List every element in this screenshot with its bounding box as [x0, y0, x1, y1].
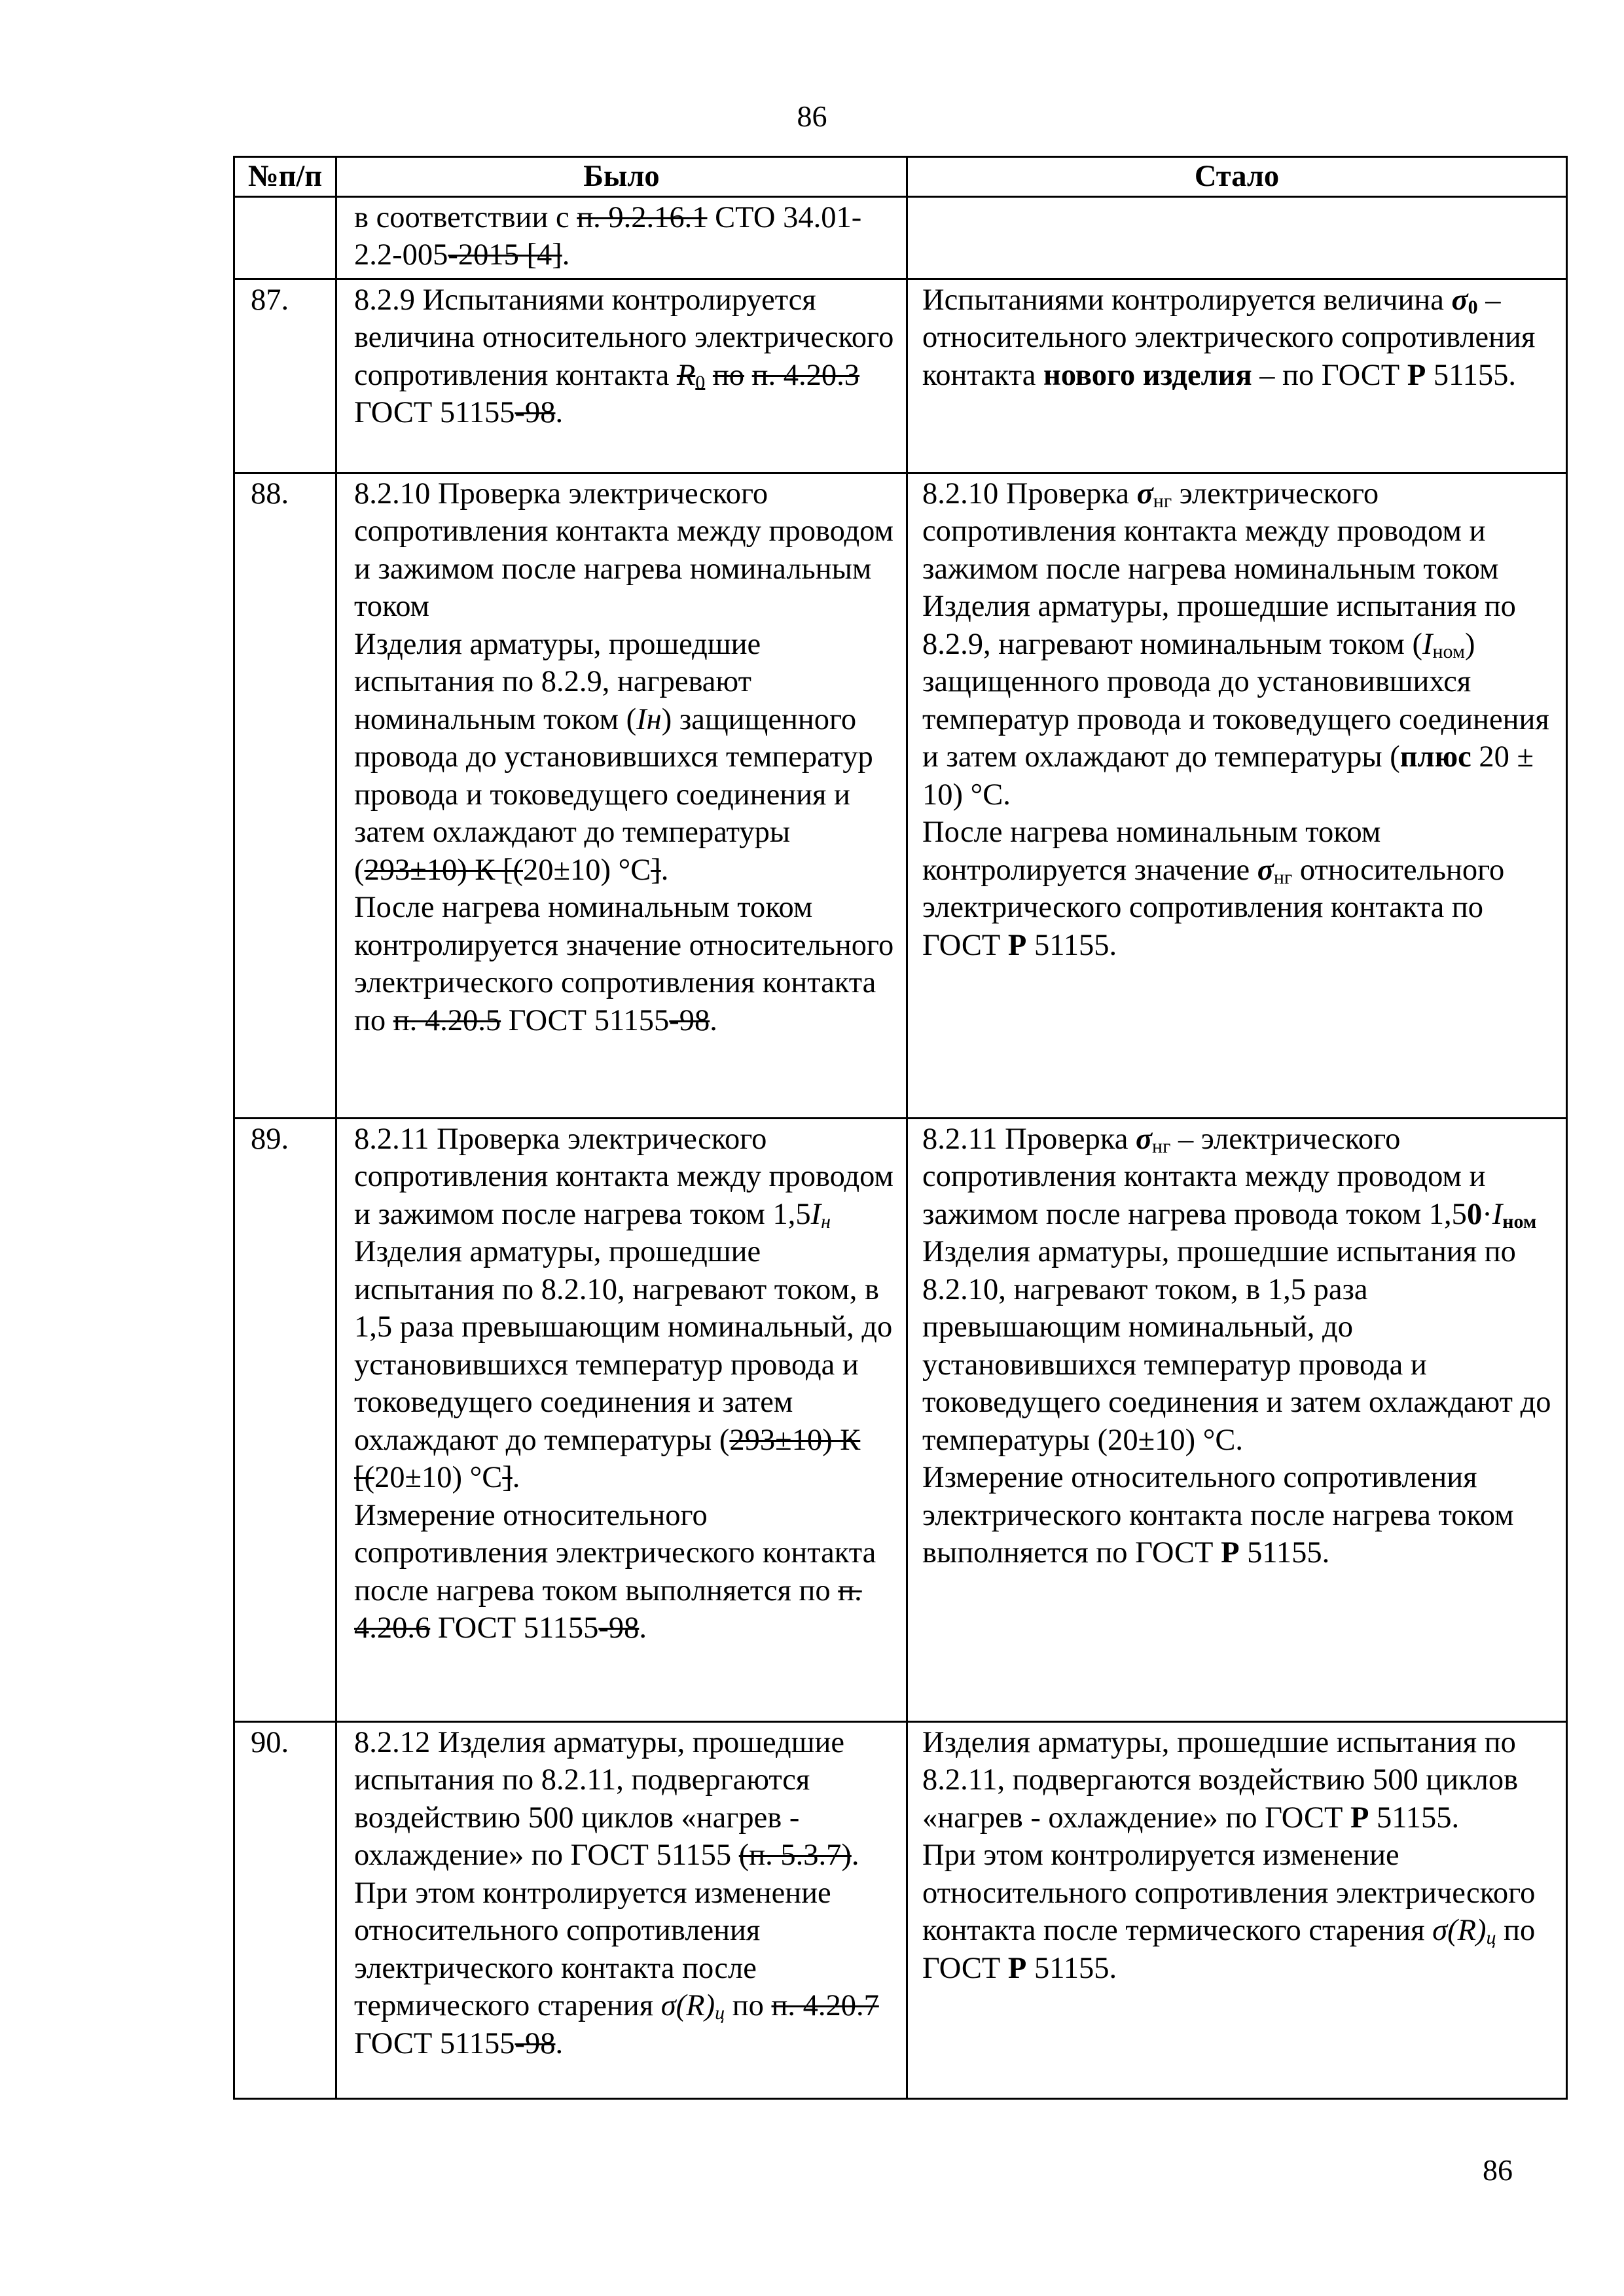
table-row — [234, 1118, 1567, 1721]
row-new-text: 8.2.11 Проверка $\sigma_{нг}$ – электрического сопротивления контакта между проводом и зажимом после нагрева провода током $1,50\cdot I_{ном}$ Изделия арматуры, прошедшие испытания по 8.2.10, нагревают током, в 1,5 раза превышающим номинальный, до установившихся температур провода и токоведущего соединения и затем охлаждают до температуры (20±10) °С. Измерение относительного сопротивления электрического контакта после нагрева током выполняется по ГОСТ Р 51155. — [907, 1118, 1567, 1721]
table-row — [234, 473, 1567, 1118]
table-header-row — [234, 157, 1567, 197]
row-new-text: Испытаниями контролируется величина $\sigma_0$ – относительного электрического сопротивления контакта нового изделия – по ГОСТ Р 51155. — [907, 279, 1567, 473]
row-old-text: в соответствии с п. 9.2.16.1 СТО 34.01-2.2-005-2015 [4]. — [336, 196, 907, 279]
page-number-bottom: 86 — [1483, 2153, 1513, 2187]
row-new-text: 8.2.10 Проверка $\sigma_{нг}$ электрического сопротивления контакта между проводом и зажимом после нагрева номинальным током Изделия арматуры, прошедшие испытания по 8.2.9, нагревают номинальным током $(I_{ном})$ защищенного провода до установившихся температур провода и токоведущего соединения и затем охлаждают до температуры (плюс 20 ± 10) °С. После нагрева номинальным током контролируется значение $\sigma_{нг}$ относительного электрического сопротивления контакта по ГОСТ Р 51155. — [907, 473, 1567, 1118]
changes-table — [233, 156, 1568, 2100]
page-number-top: 86 — [797, 99, 827, 133]
header-old: Было — [336, 157, 907, 197]
row-new-text — [907, 196, 1567, 279]
row-old-text: 8.2.10 Проверка электрического сопротивления контакта между проводом и зажимом после нагрева номинальным током Изделия арматуры, прошедшие испытания по 8.2.9, нагревают номинальным током (Iн) защищенного провода до установившихся температур провода и токоведущего соединения и затем охлаждают до температуры (293±10) К [(20±10) °С]. После нагрева номинальным током контролируется значение относительного электрического сопротивления контакта по п. 4.20.5 ГОСТ 51155-98. — [336, 473, 907, 1118]
row-num: 87. — [234, 279, 336, 473]
row-old-text: 8.2.9 Испытаниями контролируется величина относительного электрического сопротивления контакта $R_0$ по п. 4.20.3 ГОСТ 51155-98. — [336, 279, 907, 473]
row-new-text: Изделия арматуры, прошедшие испытания по 8.2.11, подвергаются воздействию 500 циклов «нагрев - охлаждение» по ГОСТ Р 51155. При этом контролируется изменение относительного сопротивления электрического контакта после термического старения $\sigma(R)_ц$ по ГОСТ Р 51155. — [907, 1721, 1567, 2098]
row-num: 88. — [234, 473, 336, 1118]
row-num: 89. — [234, 1118, 336, 1721]
row-num — [234, 196, 336, 279]
table-row — [234, 196, 1567, 279]
table-row — [234, 1721, 1567, 2098]
row-num: 90. — [234, 1721, 336, 2098]
row-old-text: 8.2.12 Изделия арматуры, прошедшие испытания по 8.2.11, подвергаются воздействию 500 циклов «нагрев - охлаждение» по ГОСТ 51155 (п. 5.3.7). При этом контролируется изменение относительного сопротивления электрического контакта после термического старения $\sigma(R)_ц$ по п. 4.20.7 ГОСТ 51155-98. — [336, 1721, 907, 2098]
row-old-text: 8.2.11 Проверка электрического сопротивления контакта между проводом и зажимом после нагрева током $1,5I_н$ Изделия арматуры, прошедшие испытания по 8.2.10, нагревают током, в 1,5 раза превышающим номинальный, до установившихся температур провода и токоведущего соединения и затем охлаждают до температуры (293±10) К [(20±10) °С]. Измерение относительного сопротивления электрического контакта после нагрева током выполняется по п. 4.20.6 ГОСТ 51155-98. — [336, 1118, 907, 1721]
header-new: Стало — [907, 157, 1567, 197]
header-num: №п/п — [234, 157, 336, 197]
table-row — [234, 279, 1567, 473]
